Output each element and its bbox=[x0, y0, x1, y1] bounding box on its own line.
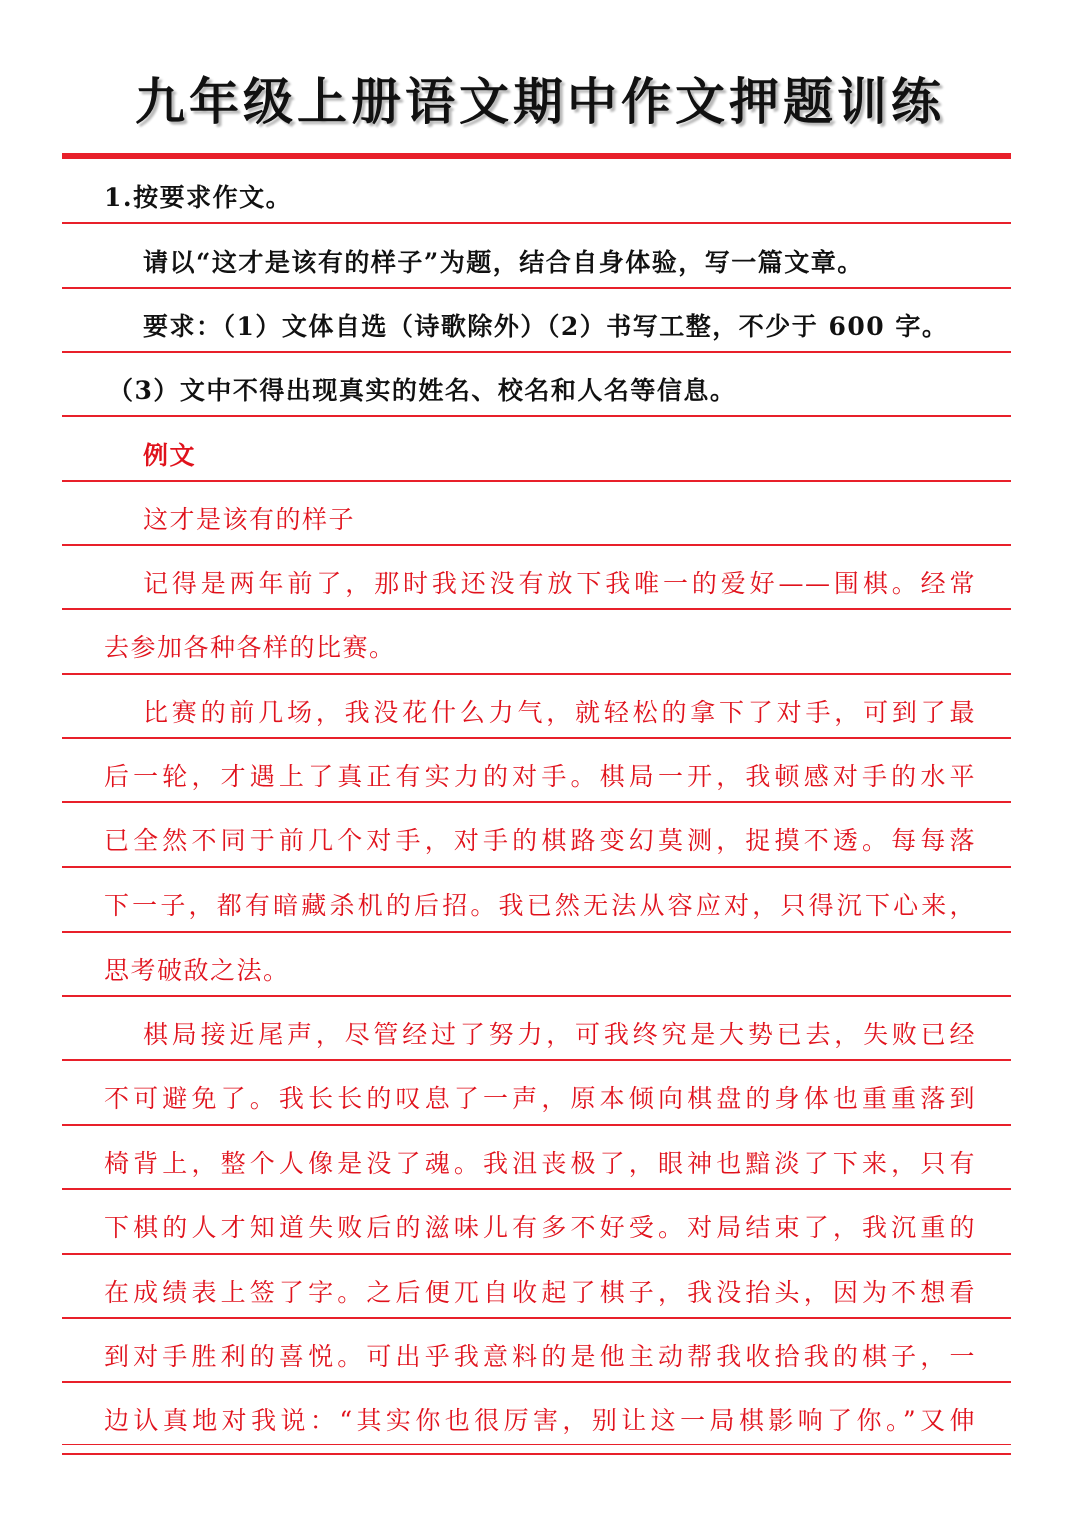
ruled-line bbox=[62, 801, 1011, 803]
ruled-line bbox=[62, 1188, 1011, 1190]
bottom-rule bbox=[62, 1453, 1011, 1455]
ruled-line bbox=[62, 673, 1011, 675]
ruled-line bbox=[62, 351, 1011, 353]
essay-line: 后一轮，才遇上了真正有实力的对手。棋局一开，我顿感对手的水平 bbox=[104, 762, 976, 791]
ruled-line bbox=[62, 287, 1011, 289]
example-heading: 例文 bbox=[143, 441, 197, 470]
essay-line: 思考破敌之法。 bbox=[104, 956, 290, 985]
ruled-line bbox=[62, 737, 1011, 739]
essay-line: 边认真地对我说：“其实你也很厉害，别让这一局棋影响了你。”又伸 bbox=[104, 1406, 976, 1435]
ruled-line bbox=[62, 931, 1011, 933]
question-number: 1.按要求作文。 bbox=[104, 183, 293, 212]
ruled-line bbox=[62, 1124, 1011, 1126]
requirement-line-1: 要求：（1）文体自选（诗歌除外）（2）书写工整，不少于 600 字。 bbox=[143, 312, 949, 341]
ruled-line bbox=[62, 1317, 1011, 1319]
ruled-line bbox=[62, 1059, 1011, 1061]
ruled-line bbox=[62, 608, 1011, 610]
essay-line: 下一子，都有暗藏杀机的后招。我已然无法从容应对，只得沉下心来， bbox=[104, 891, 976, 920]
essay-line: 比赛的前几场，我没花什么力气，就轻松的拿下了对手，可到了最 bbox=[143, 698, 976, 727]
essay-line: 到对手胜利的喜悦。可出乎我意料的是他主动帮我收拾我的棋子，一 bbox=[104, 1342, 976, 1371]
ruled-line bbox=[62, 544, 1011, 546]
title-underline bbox=[62, 153, 1011, 159]
essay-line: 棋局接近尾声，尽管经过了努力，可我终究是大势已去，失败已经 bbox=[143, 1020, 976, 1049]
ruled-line bbox=[62, 995, 1011, 997]
requirement-line-2: （3）文中不得出现真实的姓名、校名和人名等信息。 bbox=[108, 376, 737, 405]
essay-line: 椅背上，整个人像是没了魂。我沮丧极了，眼神也黯淡了下来，只有 bbox=[104, 1149, 976, 1178]
ruled-line bbox=[62, 480, 1011, 482]
page-title: 九年级上册语文期中作文押题训练 bbox=[135, 73, 945, 131]
ruled-line bbox=[62, 415, 1011, 417]
essay-line: 已全然不同于前几个对手，对手的棋路变幻莫测，捉摸不透。每每落 bbox=[104, 826, 976, 855]
essay-title: 这才是该有的样子 bbox=[143, 505, 356, 534]
question-prompt: 请以“这才是该有的样子”为题，结合自身体验，写一篇文章。 bbox=[143, 248, 864, 277]
essay-line: 去参加各种各样的比赛。 bbox=[104, 633, 396, 662]
essay-line: 不可避免了。我长长的叹息了一声，原本倾向棋盘的身体也重重落到 bbox=[104, 1084, 976, 1113]
ruled-line bbox=[62, 1381, 1011, 1383]
bottom-rule bbox=[62, 1444, 1011, 1445]
essay-line: 记得是两年前了，那时我还没有放下我唯一的爱好——围棋。经常 bbox=[143, 569, 976, 598]
ruled-line bbox=[62, 866, 1011, 868]
essay-line: 在成绩表上签了字。之后便兀自收起了棋子，我没抬头，因为不想看 bbox=[104, 1278, 976, 1307]
essay-line: 下棋的人才知道失败后的滋味儿有多不好受。对局结束了，我沉重的 bbox=[104, 1213, 976, 1242]
ruled-line bbox=[62, 222, 1011, 224]
ruled-line bbox=[62, 1253, 1011, 1255]
